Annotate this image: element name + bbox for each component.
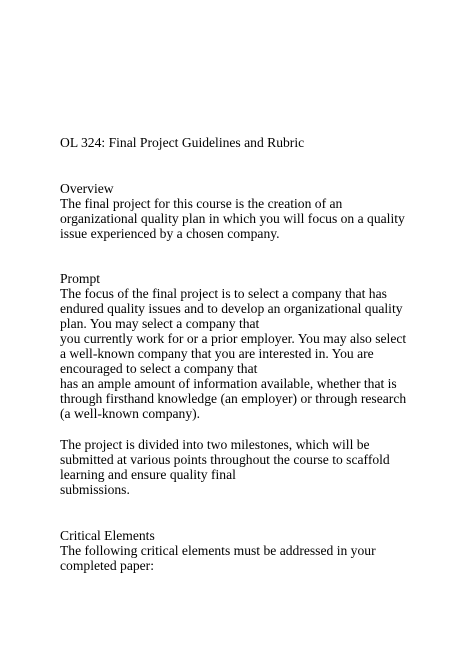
prompt-text-line: plan. You may select a company that	[60, 316, 260, 331]
critical-elements-heading: Critical Elements	[60, 528, 155, 543]
prompt-text-line: a well-known company that you are interested in. You are	[60, 346, 374, 361]
prompt-text-line: (a well-known company).	[60, 406, 201, 421]
overview-text-line: issue experienced by a chosen company.	[60, 226, 280, 241]
prompt-text-line: through firsthand knowledge (an employer) or through research	[60, 391, 407, 406]
document-title: OL 324: Final Project Guidelines and Rubric	[60, 135, 305, 150]
prompt-text-line: has an ample amount of information available, whether that is	[60, 376, 397, 391]
overview-text-line: The final project for this course is the creation of an	[60, 196, 343, 211]
critical-elements-text-line: The following critical elements must be addressed in your	[60, 543, 376, 558]
overview-text-line: organizational quality plan in which you will focus on a quality	[60, 211, 405, 226]
critical-elements-text-line: completed paper:	[60, 558, 154, 573]
overview-heading: Overview	[60, 181, 114, 196]
prompt-heading: Prompt	[60, 271, 101, 286]
prompt-text-line: encouraged to select a company that	[60, 361, 258, 376]
milestones-text-line: learning and ensure quality final	[60, 467, 236, 482]
prompt-text-line: endured quality issues and to develop an organizational quality	[60, 301, 403, 316]
milestones-text-line: The project is divided into two milestones, which will be	[60, 437, 370, 452]
prompt-text-line: The focus of the final project is to select a company that has	[60, 286, 387, 301]
milestones-text-line: submitted at various points throughout the course to scaffold	[60, 452, 390, 467]
milestones-text-line: submissions.	[60, 482, 130, 497]
prompt-text-line: you currently work for or a prior employer. You may also select	[60, 331, 407, 346]
